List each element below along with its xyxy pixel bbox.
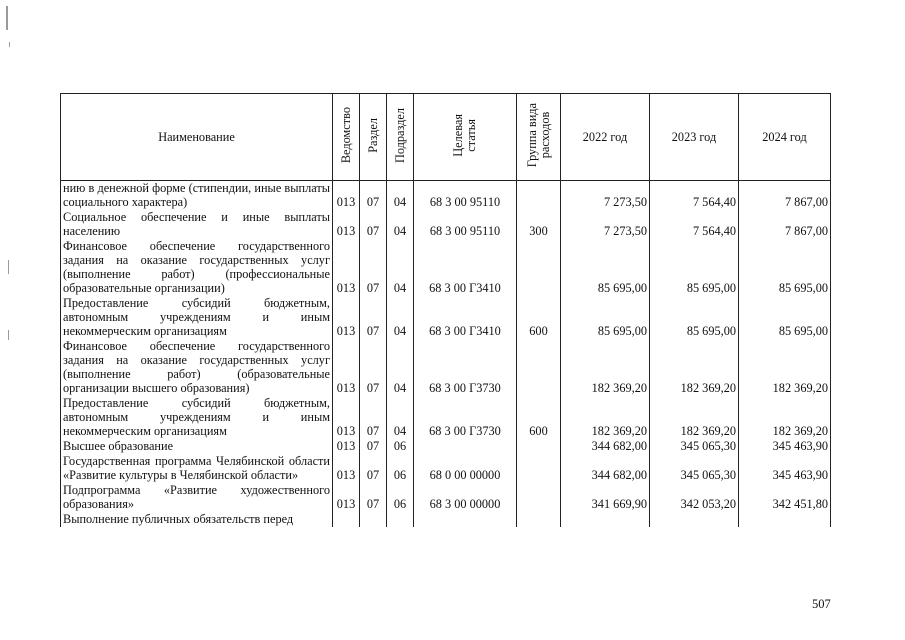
scan-mark-mid — [8, 260, 9, 274]
row-subsection: 04 — [387, 296, 414, 339]
row-value-2023: 182 369,20 — [650, 339, 739, 396]
row-dept: 013 — [333, 296, 360, 339]
row-expense-group — [517, 181, 561, 211]
row-section: 07 — [360, 296, 387, 339]
row-dept: 013 — [333, 396, 360, 439]
row-target: 68 3 00 Г3410 — [414, 296, 517, 339]
row-expense-group — [517, 439, 561, 454]
table-row — [61, 239, 831, 296]
row-value-2024: 85 695,00 — [739, 296, 831, 339]
row-subsection: 04 — [387, 339, 414, 396]
table-row — [61, 439, 831, 454]
row-dept: 013 — [333, 483, 360, 512]
row-expense-group — [517, 239, 561, 296]
col-header-name: Наименование — [61, 94, 333, 181]
scan-mark-top — [6, 6, 8, 30]
row-section: 07 — [360, 339, 387, 396]
row-expense-group: 600 — [517, 296, 561, 339]
scan-mark-low — [8, 330, 9, 340]
row-name: нию в денежной форме (стипендии, иные выплаты социального характера) — [61, 181, 333, 211]
row-target — [414, 439, 517, 454]
scan-mark-dot — [9, 42, 10, 47]
row-subsection: 04 — [387, 396, 414, 439]
table-row — [61, 339, 831, 396]
row-dept: 013 — [333, 210, 360, 239]
row-value-2023: 345 065,30 — [650, 439, 739, 454]
row-name: Предоставление субсидий бюджетным, автономным учреждениям и иным некоммерческим организациям — [61, 396, 333, 439]
row-target: 68 3 00 95110 — [414, 181, 517, 211]
row-value-2023: 182 369,20 — [650, 396, 739, 439]
row-value-2024: 85 695,00 — [739, 239, 831, 296]
row-value-2024: 345 463,90 — [739, 439, 831, 454]
row-section: 07 — [360, 210, 387, 239]
table-row — [61, 512, 831, 527]
row-dept: 013 — [333, 239, 360, 296]
row-section: 07 — [360, 239, 387, 296]
row-subsection: 04 — [387, 239, 414, 296]
page-number: 507 — [812, 597, 831, 611]
row-value-2024: 342 451,80 — [739, 483, 831, 512]
row-subsection: 04 — [387, 181, 414, 211]
row-value-2022: 7 273,50 — [561, 210, 650, 239]
row-subsection: 06 — [387, 454, 414, 483]
row-section: 07 — [360, 439, 387, 454]
row-section — [360, 512, 387, 527]
row-value-2022: 182 369,20 — [561, 339, 650, 396]
row-value-2023: 85 695,00 — [650, 296, 739, 339]
row-dept: 013 — [333, 339, 360, 396]
row-section: 07 — [360, 396, 387, 439]
row-section: 07 — [360, 181, 387, 211]
row-target: 68 3 00 95110 — [414, 210, 517, 239]
col-header-2022: 2022 год — [561, 94, 650, 181]
table-row — [61, 296, 831, 339]
row-value-2024: 182 369,20 — [739, 339, 831, 396]
row-value-2023: 85 695,00 — [650, 239, 739, 296]
row-value-2022 — [561, 512, 650, 527]
table-row — [61, 454, 831, 483]
col-header-2023: 2023 год — [650, 94, 739, 181]
row-subsection: 04 — [387, 210, 414, 239]
row-expense-group — [517, 339, 561, 396]
row-value-2024: 182 369,20 — [739, 396, 831, 439]
row-target: 68 3 00 Г3730 — [414, 396, 517, 439]
row-target — [414, 512, 517, 527]
row-name: Финансовое обеспечение государственного задания на оказание государственных услуг (выполнение работ) (профессиональные образовательные организации) — [61, 239, 333, 296]
table-row — [61, 396, 831, 439]
col-header-2024: 2024 год — [739, 94, 831, 181]
row-value-2022: 7 273,50 — [561, 181, 650, 211]
row-expense-group — [517, 483, 561, 512]
row-name: Финансовое обеспечение государственного задания на оказание государственных услуг (выполнение работ) (образовательные организации высшего образования) — [61, 339, 333, 396]
row-value-2022: 341 669,90 — [561, 483, 650, 512]
row-value-2023: 7 564,40 — [650, 210, 739, 239]
row-name: Государственная программа Челябинской области «Развитие культуры в Челябинской области» — [61, 454, 333, 483]
row-name: Высшее образование — [61, 439, 333, 454]
row-expense-group — [517, 512, 561, 527]
row-value-2023: 345 065,30 — [650, 454, 739, 483]
row-value-2022: 85 695,00 — [561, 296, 650, 339]
row-value-2022: 182 369,20 — [561, 396, 650, 439]
row-value-2024: 7 867,00 — [739, 181, 831, 211]
row-expense-group: 600 — [517, 396, 561, 439]
row-dept: 013 — [333, 181, 360, 211]
row-name: Социальное обеспечение и иные выплаты населению — [61, 210, 333, 239]
row-section: 07 — [360, 483, 387, 512]
table-row — [61, 483, 831, 512]
row-value-2024: 7 867,00 — [739, 210, 831, 239]
row-name: Подпрограмма «Развитие художественного образования» — [61, 483, 333, 512]
row-subsection — [387, 512, 414, 527]
row-value-2022: 344 682,00 — [561, 454, 650, 483]
row-subsection: 06 — [387, 439, 414, 454]
row-value-2022: 85 695,00 — [561, 239, 650, 296]
row-value-2024: 345 463,90 — [739, 454, 831, 483]
header-row — [61, 94, 831, 181]
row-dept: 013 — [333, 439, 360, 454]
row-dept — [333, 512, 360, 527]
row-value-2023 — [650, 512, 739, 527]
row-section: 07 — [360, 454, 387, 483]
row-target: 68 0 00 00000 — [414, 454, 517, 483]
row-value-2022: 344 682,00 — [561, 439, 650, 454]
row-expense-group — [517, 454, 561, 483]
col-header-expense-group: Группа вида расходов — [517, 94, 561, 181]
row-expense-group: 300 — [517, 210, 561, 239]
col-header-section: Раздел — [360, 94, 387, 181]
col-header-dept: Ведомство — [333, 94, 360, 181]
row-value-2023: 7 564,40 — [650, 181, 739, 211]
row-value-2023: 342 053,20 — [650, 483, 739, 512]
col-header-target: Целевая статья — [414, 94, 517, 181]
row-target: 68 3 00 Г3730 — [414, 339, 517, 396]
col-header-subsection: Подраздел — [387, 94, 414, 181]
table-row — [61, 210, 831, 239]
row-subsection: 06 — [387, 483, 414, 512]
row-dept: 013 — [333, 454, 360, 483]
row-name: Предоставление субсидий бюджетным, автономным учреждениям и иным некоммерческим организациям — [61, 296, 333, 339]
budget-table — [60, 93, 831, 527]
row-value-2024 — [739, 512, 831, 527]
table-row — [61, 181, 831, 211]
row-target: 68 3 00 Г3410 — [414, 239, 517, 296]
row-target: 68 3 00 00000 — [414, 483, 517, 512]
row-name: Выполнение публичных обязательств перед — [61, 512, 333, 527]
